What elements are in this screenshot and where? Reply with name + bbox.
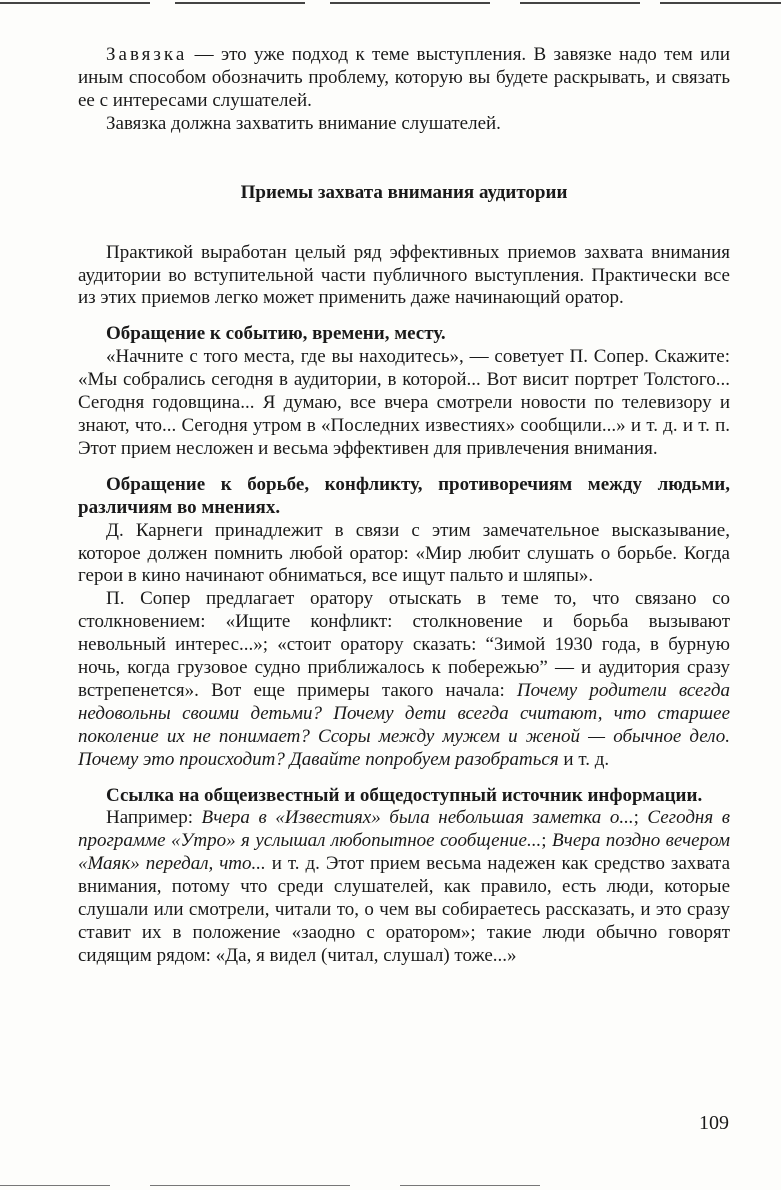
item3-heading: Ссылка на общеизвестный и общедоступный источник информации. xyxy=(106,784,703,806)
item2-text1: Д. Карнеги принадлежит в связи с этим замечательное высказывание, которое должен помнить любой оратор: «Мир любит слушать о борьбе. Когда герои в кино начинают обниматься, все ищут пальто и шляпы». xyxy=(78,519,730,587)
top-border xyxy=(0,2,781,5)
intro-term: Завязка xyxy=(106,44,188,65)
intro-paragraph-2: Завязка должна захватить внимание слушателей. xyxy=(106,112,501,134)
item3-example-3: Вчера поздно вечером «Маяк» передал, что... xyxy=(78,830,730,875)
item1-text: «Начните с того места, где вы находитесь», — советует П. Сопер. Скажите: «Мы собрались сегодня в аудитории, в которой... Вот висит портрет Толстого... Сегодня годовщина... Я думаю, все вчера смотрели новости по телевизору и знают, что... Сегодня утром в «Последних известиях» сообщили...» и т. д. и т. п. Этот прием несложен и весьма эффективен для привлечения внимания. xyxy=(78,346,730,459)
item3-example-1: Вчера в «Известиях» была небольшая заметка о... xyxy=(201,807,634,829)
page-number: 109 xyxy=(699,1112,729,1134)
section-title: Приемы захвата внимания аудитории xyxy=(240,181,568,203)
item1-heading: Обращение к событию, времени, месту. xyxy=(106,323,446,345)
item2-heading: Обращение к борьбе, конфликту, противоречиям между людьми, различиям во мнениях. xyxy=(78,473,730,518)
intro-paragraph: Завязка — это уже подход к теме выступления. В завязке надо тем или иным способом обозначить проблему, которую вы будете раскрывать, и связать ее с интересами слушателей. xyxy=(78,44,730,111)
item3-example-2: Сегодня в программе «Утро» я услышал любопытное сообщение... xyxy=(78,807,730,852)
section-intro: Практикой выработан целый ряд эффективных приемов захвата внимания аудитории во вступительной части публичного выступления. Практически все из этих приемов легко может применить даже начинающий оратор. xyxy=(78,241,730,309)
bottom-border xyxy=(0,1185,781,1187)
item2-examples: Почему родители всегда недовольны своими детьми? Почему дети всегда считают, что старшее поколение их не понимает? Ссоры между мужем и женой — обычное дело. Почему это происходит? Давайте попробуем разобраться xyxy=(78,679,730,770)
page-body xyxy=(78,44,730,968)
item2-text2: П. Сопер предлагает оратору отыскать в теме то, что связано со столкновением: «Ищите конфликт: столкновение и борьба вызывают невольный интерес...»; «стоит оратору сказать: “Зимой 1930 года, в бурную ночь, когда грузовое судно приближалось к побережью” — и аудитория сразу встрепенется». Вот еще примеры такого начала: Почему родители всегда недовольны своими детьми? Почему дети всегда считают, что старшее поколение их не понимает? Ссоры между мужем и женой — обычное дело. Почему это происходит? Давайте попробуем разобраться и т. д. xyxy=(78,588,730,770)
item3-text: Например: Вчера в «Известиях» была небольшая заметка о...; Сегодня в программе «Утро» я услышал любопытное сообщение...; Вчера поздно вечером «Маяк» передал, что... и т. д. Этот прием весьма надежен как средство захвата внимания, потому что среди слушателей, как правило, есть люди, которые слушали или смотрели, читали то, о чем вы собираетесь рассказать, и это сразу ставит их в положение «заодно с оратором»; такие люди обычно говорят сидящим рядом: «Да, я видел (читал, слушал) тоже...» xyxy=(78,807,731,966)
